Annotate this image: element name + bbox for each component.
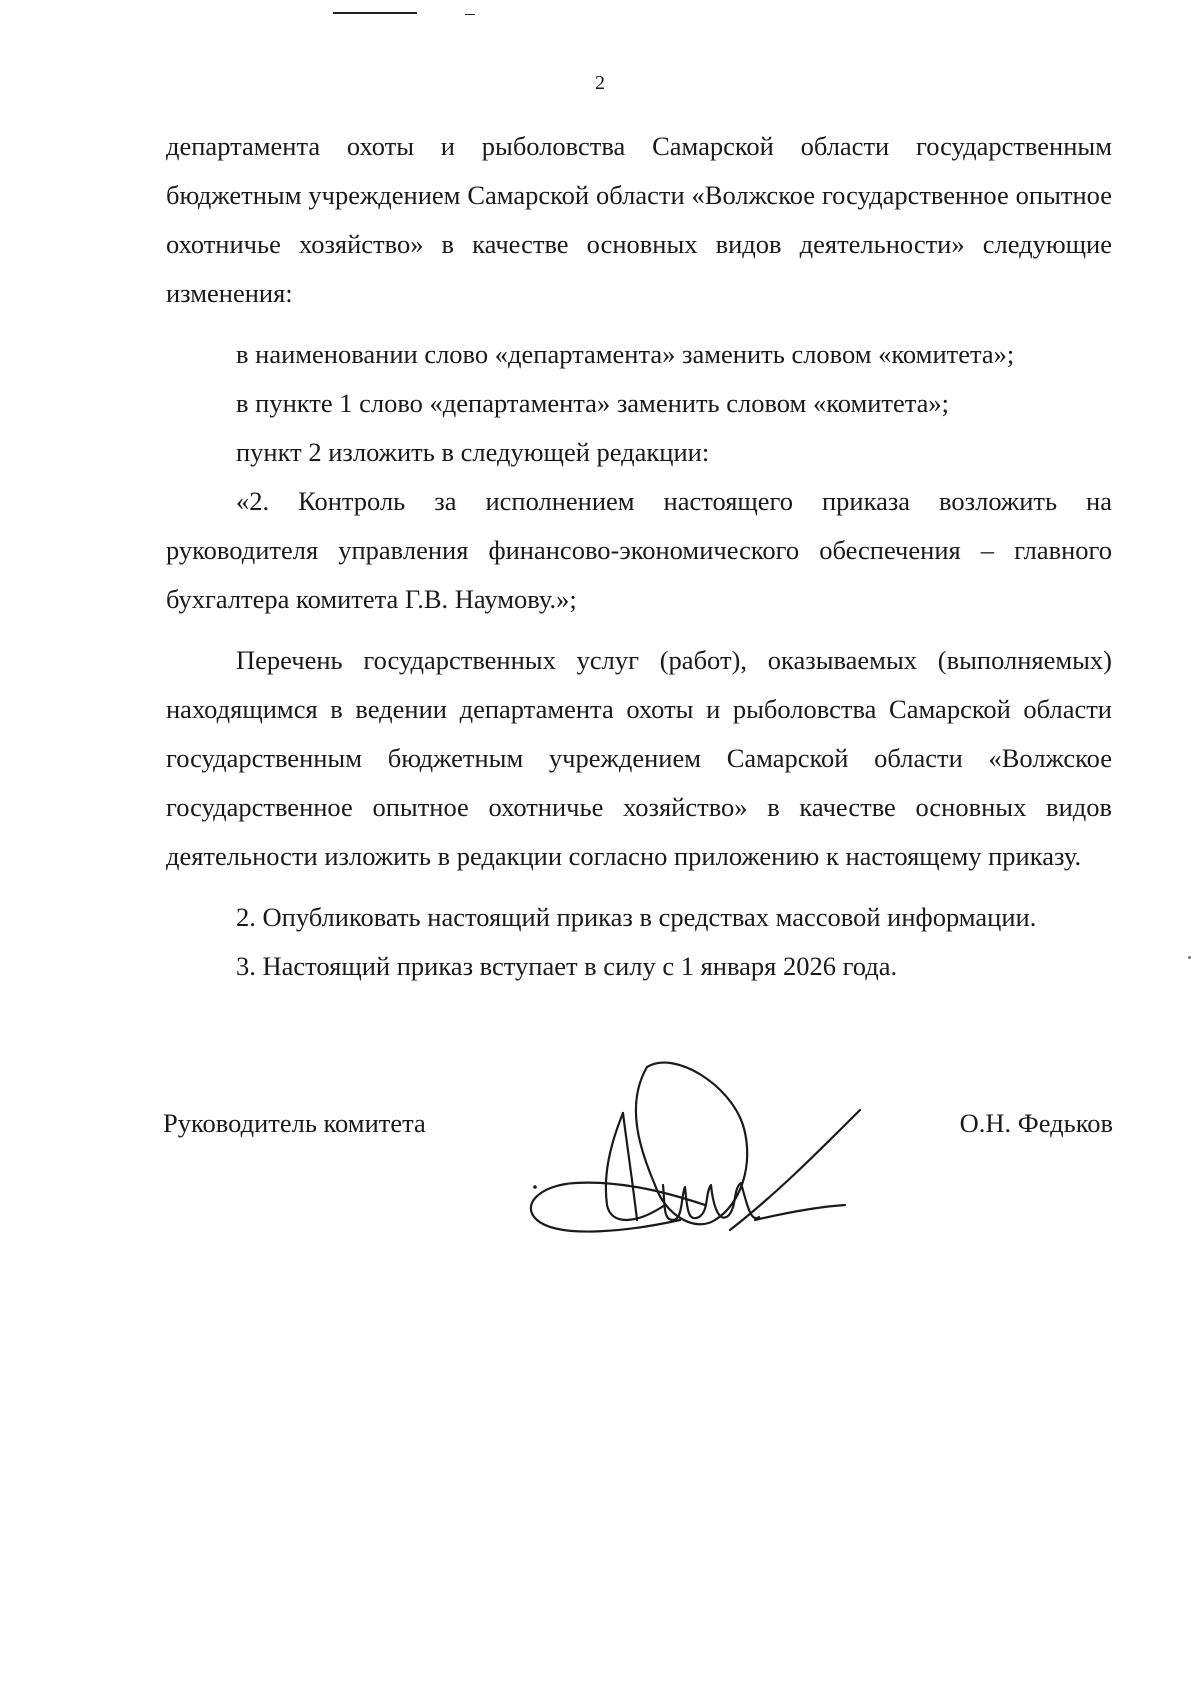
signatory-title: Руководитель комитета — [163, 1108, 426, 1138]
change-item-3: пункт 2 изложить в следующей редакции: — [236, 437, 710, 467]
document-body — [166, 122, 1112, 991]
numbered-item-2: 2. Опубликовать настоящий приказ в средствах массовой информации. — [236, 902, 1037, 932]
scan-mark-top-small — [465, 14, 475, 15]
list-paragraph: Перечень государственных услуг (работ), оказываемых (выполняемых) находящимся в ведении департамента охоты и рыболовства Самарской области государственным бюджетным учреждением Самарской области «Волжское государственное опытное охотничье хозяйство» в качестве основных видов деятельности изложить в редакции согласно приложению к настоящему приказу. — [166, 645, 1112, 871]
handwritten-signature — [515, 1055, 875, 1255]
scan-speck — [1188, 956, 1191, 959]
numbered-item-3: 3. Настоящий приказ вступает в силу с 1 января 2026 года. — [236, 951, 898, 981]
page-number: 2 — [595, 72, 605, 94]
scan-mark-top — [333, 12, 417, 14]
change-item-2: в пункте 1 слово «департамента» заменить словом «комитета»; — [236, 388, 950, 418]
signatory-name: О.Н. Федьков — [959, 1108, 1113, 1138]
paragraph-continuation: департамента охоты и рыболовства Самарской области государственным бюджетным учреждением Самарской области «Волжское государственное опытное охотничье хозяйство» в качестве основных видов деятельности» следующие изменения: — [166, 131, 1112, 308]
change-item-1: в наименовании слово «департамента» заменить словом «комитета»; — [236, 339, 1015, 369]
quoted-paragraph: «2. Контроль за исполнением настоящего приказа возложить на руководителя управления финансово-экономического обеспечения – главного бухгалтера комитета Г.В. Наумову.»; — [166, 486, 1112, 614]
